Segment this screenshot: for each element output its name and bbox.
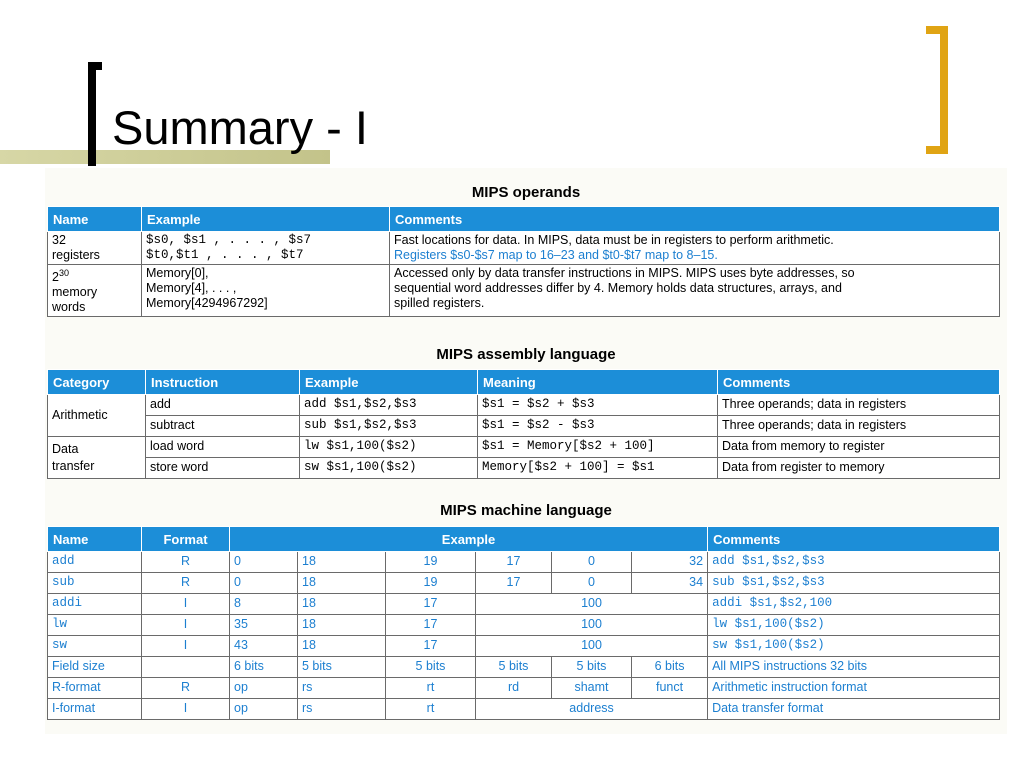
- table-cell: I-format: [48, 699, 142, 720]
- machine-title: MIPS machine language: [440, 502, 612, 519]
- table-cell: Three operands; data in registers: [718, 416, 1000, 437]
- table-cell: 6 bits: [230, 657, 298, 678]
- col-header: Name: [48, 207, 142, 232]
- mips-summary-figure: [45, 168, 1007, 734]
- table-row: [48, 458, 1000, 479]
- table-cell: All MIPS instructions 32 bits: [708, 657, 1000, 678]
- table-cell: 0: [230, 573, 298, 594]
- table-cell: Data transfer format: [708, 699, 1000, 720]
- operands-table: [47, 206, 1000, 317]
- table-cell: Accessed only by data transfer instructions in MIPS. MIPS uses byte addresses, so sequential word addresses differ by 4. Memory holds data structures, arrays, and spilled registers.: [390, 265, 1000, 317]
- col-header: Example: [300, 370, 478, 395]
- table-row: [48, 395, 1000, 416]
- table-cell: 32 registers: [48, 232, 142, 265]
- table-cell: $s1 = $s2 - $s3: [478, 416, 718, 437]
- col-header: Comments: [718, 370, 1000, 395]
- table-cell: 5 bits: [386, 657, 476, 678]
- table-cell: Arithmetic instruction format: [708, 678, 1000, 699]
- left-bracket-decoration: [88, 62, 102, 166]
- table-cell: Memory[0], Memory[4], . . . , Memory[4294967292]: [142, 265, 390, 317]
- table-cell: R: [142, 552, 230, 573]
- table-cell: Data from memory to register: [718, 437, 1000, 458]
- table-cell: R: [142, 678, 230, 699]
- table-cell: rt: [386, 678, 476, 699]
- table-row: [48, 678, 1000, 699]
- col-header: Example: [230, 527, 708, 552]
- table-cell: store word: [146, 458, 300, 479]
- table-cell: 35: [230, 615, 298, 636]
- table-row: [48, 437, 1000, 458]
- table-cell: 100: [476, 615, 708, 636]
- table-cell: 17: [386, 636, 476, 657]
- slide-title: Summary - I: [112, 101, 368, 154]
- table-cell: funct: [632, 678, 708, 699]
- table-cell: 0: [552, 573, 632, 594]
- table-cell: I: [142, 699, 230, 720]
- table-cell: 19: [386, 552, 476, 573]
- table-cell: 18: [298, 615, 386, 636]
- table-cell: 18: [298, 573, 386, 594]
- table-cell: rd: [476, 678, 552, 699]
- col-header: Comments: [708, 527, 1000, 552]
- col-header: Category: [48, 370, 146, 395]
- table-cell: I: [142, 615, 230, 636]
- table-row: [48, 265, 1000, 317]
- table-cell: addi $s1,$s2,100: [708, 594, 1000, 615]
- table-cell: I: [142, 636, 230, 657]
- table-header-row: [48, 527, 1000, 552]
- table-row: [48, 594, 1000, 615]
- table-cell: subtract: [146, 416, 300, 437]
- table-cell: $s0, $s1 , . . . , $s7 $t0,$t1 , . . . , $t7: [142, 232, 390, 265]
- table-cell: [142, 657, 230, 678]
- table-cell: sw $s1,100($s2): [300, 458, 478, 479]
- table-cell: I: [142, 594, 230, 615]
- table-cell: $s1 = Memory[$s2 + 100]: [478, 437, 718, 458]
- table-cell: rs: [298, 699, 386, 720]
- table-cell: 100: [476, 636, 708, 657]
- col-header: Meaning: [478, 370, 718, 395]
- table-row: [48, 657, 1000, 678]
- assembly-table: [47, 369, 1000, 479]
- machine-table-body: [48, 552, 1000, 720]
- table-cell: sub $s1,$s2,$s3: [708, 573, 1000, 594]
- machine-table: [47, 526, 1000, 720]
- table-cell: addi: [48, 594, 142, 615]
- table-cell: 17: [476, 573, 552, 594]
- table-cell: add: [146, 395, 300, 416]
- table-cell: 43: [230, 636, 298, 657]
- category-cell: Arithmetic: [48, 395, 146, 437]
- table-row: [48, 232, 1000, 265]
- table-cell: 0: [552, 552, 632, 573]
- table-cell: 34: [632, 573, 708, 594]
- table-cell: load word: [146, 437, 300, 458]
- table-cell: Memory[$s2 + 100] = $s1: [478, 458, 718, 479]
- col-header: Example: [142, 207, 390, 232]
- col-header: Format: [142, 527, 230, 552]
- right-bracket-decoration: [926, 26, 948, 154]
- table-cell: sub: [48, 573, 142, 594]
- table-cell: Field size: [48, 657, 142, 678]
- assembly-title: MIPS assembly language: [436, 346, 616, 363]
- table-cell: Three operands; data in registers: [718, 395, 1000, 416]
- table-cell: address: [476, 699, 708, 720]
- table-cell: 17: [386, 594, 476, 615]
- table-cell: 8: [230, 594, 298, 615]
- table-cell: sw $s1,100($s2): [708, 636, 1000, 657]
- table-cell: 18: [298, 636, 386, 657]
- table-row: [48, 699, 1000, 720]
- table-row: [48, 573, 1000, 594]
- table-cell: 18: [298, 552, 386, 573]
- table-cell: $2^{30}$ memory words: [48, 265, 142, 317]
- col-header: Instruction: [146, 370, 300, 395]
- table-header-row: [48, 370, 1000, 395]
- table-cell: lw $s1,100($s2): [300, 437, 478, 458]
- table-cell: sub $s1,$s2,$s3: [300, 416, 478, 437]
- operands-title: MIPS operands: [471, 184, 581, 201]
- table-cell: rs: [298, 678, 386, 699]
- table-header-row: [48, 207, 1000, 232]
- table-cell: 6 bits: [632, 657, 708, 678]
- table-row: [48, 552, 1000, 573]
- table-cell: rt: [386, 699, 476, 720]
- table-cell: add $s1,$s2,$s3: [708, 552, 1000, 573]
- table-cell: 5 bits: [552, 657, 632, 678]
- category-cell: Data transfer: [48, 437, 146, 479]
- table-cell: R-format: [48, 678, 142, 699]
- table-cell: 18: [298, 594, 386, 615]
- table-cell: 0: [230, 552, 298, 573]
- table-cell: 5 bits: [298, 657, 386, 678]
- table-cell: 17: [386, 615, 476, 636]
- col-header: Name: [48, 527, 142, 552]
- table-cell: 17: [476, 552, 552, 573]
- table-cell: op: [230, 678, 298, 699]
- table-row: [48, 416, 1000, 437]
- table-cell: lw: [48, 615, 142, 636]
- table-cell: sw: [48, 636, 142, 657]
- table-cell: add $s1,$s2,$s3: [300, 395, 478, 416]
- table-cell: 19: [386, 573, 476, 594]
- table-cell: $s1 = $s2 + $s3: [478, 395, 718, 416]
- table-row: [48, 636, 1000, 657]
- table-cell: shamt: [552, 678, 632, 699]
- table-cell: R: [142, 573, 230, 594]
- table-cell: Fast locations for data. In MIPS, data must be in registers to perform arithmetic. Registers $s0-$s7 map to 16–23 and $t0-$t7 map to 8–15.: [390, 232, 1000, 265]
- table-row: [48, 615, 1000, 636]
- table-cell: op: [230, 699, 298, 720]
- table-cell: 32: [632, 552, 708, 573]
- table-cell: 100: [476, 594, 708, 615]
- col-header: Comments: [390, 207, 1000, 232]
- table-cell: lw $s1,100($s2): [708, 615, 1000, 636]
- table-cell: Data from register to memory: [718, 458, 1000, 479]
- table-cell: 5 bits: [476, 657, 552, 678]
- table-cell: add: [48, 552, 142, 573]
